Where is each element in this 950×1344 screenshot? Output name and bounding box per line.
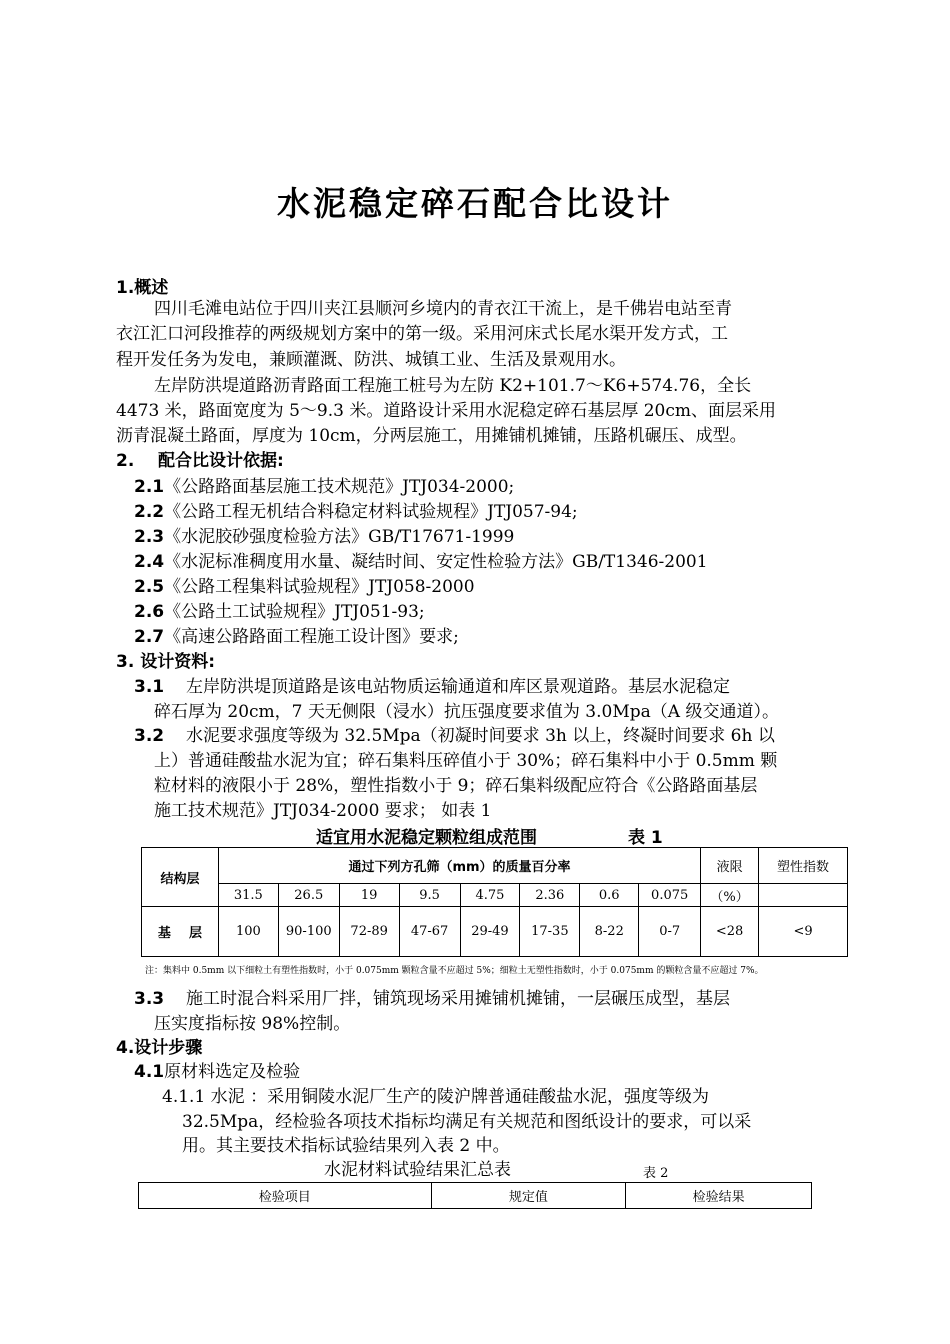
empty-cell bbox=[759, 884, 848, 907]
item-number: 2.5 bbox=[134, 577, 165, 597]
table-cell: <28 bbox=[701, 907, 759, 957]
item-number: 2.4 bbox=[134, 552, 165, 572]
paragraph-line: 4.1.1 水泥 ：采用铜陵水泥厂生产的陵沪牌普通硅酸盐水泥，强度等级为 bbox=[162, 1087, 710, 1107]
item-number: 2.7 bbox=[134, 627, 165, 647]
reference-item bbox=[134, 601, 425, 623]
header-passing-percent: 通过下列方孔筛（mm）的质量百分率 bbox=[218, 848, 700, 884]
paragraph-line: 32.5Mpa，经检验各项技术指标均满足有关规范和图纸设计的要求，可以采 bbox=[182, 1112, 752, 1132]
item-number: 2.2 bbox=[134, 502, 165, 522]
sieve-size: 31.5 bbox=[218, 884, 278, 907]
item-text: 《公路土工试验规程》JTJ051-93; bbox=[164, 602, 425, 622]
table-cell: 17-35 bbox=[520, 907, 580, 957]
sieve-size: 0.075 bbox=[639, 884, 701, 907]
sieve-size: 19 bbox=[339, 884, 399, 907]
paragraph-line: 水泥要求强度等级为 32.5Mpa（初凝时间要求 3h 以上，终凝时间要求 6h 以 bbox=[186, 726, 775, 746]
paragraph-line: 程开发任务为发电，兼顾灌溉、防洪、城镇工业、生活及景观用水。 bbox=[116, 350, 626, 370]
header-plasticity-index: 塑性指数 bbox=[759, 848, 848, 884]
header-test-result: 检验结果 bbox=[626, 1183, 812, 1209]
paragraph-line: 四川毛滩电站位于四川夹江县顺河乡境内的青衣江干流上，是千佛岩电站至青 bbox=[154, 299, 732, 319]
table-2-caption: 水泥材料试验结果汇总表 bbox=[324, 1160, 511, 1180]
sieve-size: 4.75 bbox=[460, 884, 520, 907]
row-label-base-layer: 基 层 bbox=[142, 907, 219, 957]
header-specified-value: 规定值 bbox=[431, 1183, 626, 1209]
paragraph-line: 粒材料的液限小于 28%，塑性指数小于 9；碎石集料级配应符合《公路路面基层 bbox=[154, 776, 758, 796]
gradation-table bbox=[141, 847, 848, 957]
paragraph-line: 压实度指标按 98%控制。 bbox=[154, 1014, 351, 1034]
table-cell: 90-100 bbox=[278, 907, 339, 957]
item-number: 4.1 bbox=[134, 1062, 165, 1082]
reference-item bbox=[134, 626, 459, 648]
section-1-heading: 1.概述 bbox=[116, 278, 169, 298]
paragraph-line: 施工时混合料采用厂拌，铺筑现场采用摊铺机摊铺，一层碾压成型，基层 bbox=[186, 989, 730, 1009]
paragraph-line: 左岸防洪堤道路沥青路面工程施工桩号为左防 K2+101.7～K6+574.76，全长 bbox=[154, 376, 752, 396]
item-text: 《水泥胶砂强度检验方法》GB/T17671-1999 bbox=[164, 527, 515, 547]
paragraph-line: 上）普通硅酸盐水泥为宜；碎石集料压碎值小于 30%；碎石集料中小于 0.5mm 颗 bbox=[154, 751, 778, 771]
table-cell: <9 bbox=[759, 907, 848, 957]
subsection-4-1 bbox=[134, 1061, 300, 1083]
item-text: 《公路工程无机结合料稳定材料试验规程》JTJ057-94; bbox=[164, 502, 578, 522]
item-number: 2.6 bbox=[134, 602, 165, 622]
table-1-label: 表 1 bbox=[628, 828, 663, 848]
sieve-size: 26.5 bbox=[278, 884, 339, 907]
item-text: 《公路工程集料试验规程》JTJ058-2000 bbox=[164, 577, 475, 597]
item-number: 3.1 bbox=[134, 677, 165, 697]
item-number: 3.3 bbox=[134, 989, 165, 1009]
page-title: 水泥稳定碎石配合比设计 bbox=[277, 184, 673, 223]
reference-item bbox=[134, 501, 578, 523]
table-cell: 100 bbox=[218, 907, 278, 957]
section-4-heading: 4.设计步骤 bbox=[116, 1038, 203, 1058]
paragraph-line: 左岸防洪堤顶道路是该电站物质运输通道和库区景观道路。基层水泥稳定 bbox=[186, 677, 730, 697]
cement-test-table bbox=[138, 1182, 812, 1209]
reference-item bbox=[134, 576, 475, 598]
paragraph-line: 沥青混凝土路面，厚度为 10cm，分两层施工，用摊铺机摊铺，压路机碾压、成型。 bbox=[116, 426, 747, 446]
table-2-label: 表 2 bbox=[643, 1166, 669, 1181]
item-text: 《公路路面基层施工技术规范》JTJ034-2000; bbox=[164, 477, 515, 497]
table-1-caption: 适宜用水泥稳定颗粒组成范围 bbox=[316, 828, 537, 848]
section-3-heading: 3. 设计资料: bbox=[116, 652, 216, 672]
paragraph-line: 衣江汇口河段推荐的两级规划方案中的第一级。采用河床式长尾水渠开发方式，工 bbox=[116, 324, 728, 344]
table-cell: 29-49 bbox=[460, 907, 520, 957]
header-test-item: 检验项目 bbox=[139, 1183, 432, 1209]
item-text: 《高速公路路面工程施工设计图》要求; bbox=[164, 627, 459, 647]
reference-item bbox=[134, 551, 708, 573]
table-cell: 47-67 bbox=[399, 907, 460, 957]
reference-item bbox=[134, 476, 514, 498]
table-cell: 0-7 bbox=[639, 907, 701, 957]
paragraph-line: 碎石厚为 20cm，7 天无侧限（浸水）抗压强度要求值为 3.0Mpa（A 级交通道）。 bbox=[154, 702, 779, 722]
sieve-size: 9.5 bbox=[399, 884, 460, 907]
paragraph-line: 用。其主要技术指标试验结果列入表 2 中。 bbox=[182, 1136, 510, 1156]
header-liquid-limit: 液限 bbox=[701, 848, 759, 884]
sieve-size: 0.6 bbox=[580, 884, 639, 907]
table-1-note: 注：集料中 0.5mm 以下细粒土有塑性指数时，小于 0.075mm 颗粒含量不应超过 5%；细粒土无塑性指数时，小于 0.075mm 的颗粒含量不应超过 7%。 bbox=[145, 966, 764, 976]
sieve-size: 2.36 bbox=[520, 884, 580, 907]
table-cell: 8-22 bbox=[580, 907, 639, 957]
table-cell: 72-89 bbox=[339, 907, 399, 957]
item-text: 《水泥标准稠度用水量、凝结时间、安定性检验方法》GB/T1346-2001 bbox=[164, 552, 708, 572]
reference-item bbox=[134, 526, 514, 548]
item-number: 2.3 bbox=[134, 527, 165, 547]
liquid-limit-unit: （%） bbox=[701, 884, 759, 907]
item-number: 3.2 bbox=[134, 726, 165, 746]
section-2-heading: 2. 配合比设计依据: bbox=[116, 451, 284, 471]
item-text: 原材料选定及检验 bbox=[164, 1062, 301, 1082]
paragraph-line: 施工技术规范》JTJ034-2000 要求； 如表 1 bbox=[154, 801, 492, 821]
paragraph-line: 4473 米，路面宽度为 5～9.3 米。道路设计采用水泥稳定碎石基层厚 20cm、面层采用 bbox=[116, 401, 777, 421]
header-structure-layer: 结构层 bbox=[142, 848, 219, 907]
item-number: 2.1 bbox=[134, 477, 165, 497]
